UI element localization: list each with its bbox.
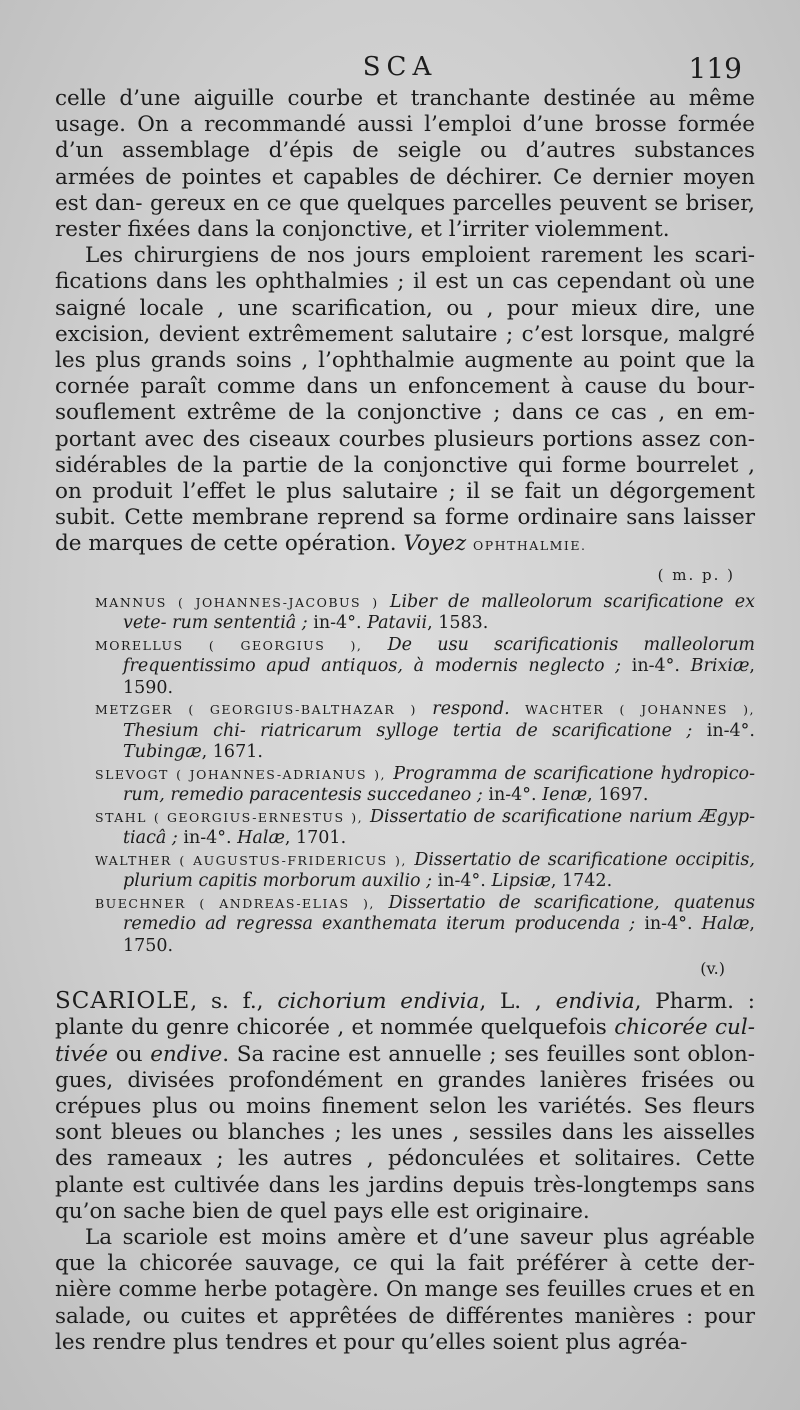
- bibliography-list: [55, 592, 755, 958]
- bib-year: , 1583.: [427, 613, 489, 634]
- bib-author: MORELLUS: [95, 637, 184, 653]
- bib-entry-morellus: [95, 635, 755, 700]
- paragraph-2: [55, 243, 755, 559]
- article-scariole-paragraph-2: La scariole est moins amère et d’une saveur plus agréable que la chicorée sauvage, ce qui la fait préférer à cette der- nière comme herbe potagère. On mange ses feuilles crues et en salade, ou cuites et apprêtées de différentes manières : pour les rendre plus tendres et pour qu’elles soient plus agréa-: [55, 1224, 755, 1355]
- line-3: d’un assemblage d’épis de seigle ou d’autres substances armées: [55, 138, 755, 190]
- bib-author-name: ( ANDREAS-ELIAS ),: [199, 895, 375, 911]
- bib-place: Patavii: [367, 613, 428, 634]
- bib-title: Dissertatio de scarificatione narium Ægyp- tiacâ ;: [123, 806, 755, 849]
- bib-place: Tubingæ: [123, 742, 202, 763]
- latin-name: cichorium endivia: [277, 989, 480, 1015]
- bib-entry-mannus: [95, 592, 755, 635]
- voyez-label: Voyez: [403, 531, 467, 557]
- bib-title: Programma de scarificatione hydropico- rum, remedio paracentesis succedaneo ;: [123, 763, 755, 806]
- definition-text-1: plante du genre chicorée , et nommée quelquefois: [55, 1015, 607, 1041]
- bib-author-name: ( JOHANNES-JACOBUS ): [178, 594, 379, 610]
- bib-place: Lipsiæ: [491, 871, 551, 892]
- article-scarification-continued: [55, 86, 755, 1356]
- alt-name-1: chicorée cul- tivée: [55, 1015, 756, 1067]
- bib-entry-slevogt: [95, 764, 755, 807]
- running-head: SCA: [362, 52, 438, 82]
- bib-title: De usu scarificationis malleolorum frequentissimo apud antiquos, à modernis neglecto ;: [123, 634, 755, 677]
- bib-year: , 1742.: [550, 871, 613, 892]
- line-4: de pointes et capables de déchirer. Ce dernier moyen est dan-: [55, 164, 755, 216]
- bib-format: in-4°.: [313, 613, 362, 634]
- article-scariole: [55, 988, 755, 1225]
- bib-format: in-4°.: [488, 785, 537, 806]
- pharm-name: endivia: [555, 989, 635, 1015]
- bib-author: MANNUS: [95, 594, 167, 610]
- bib-year: , 1750.: [123, 914, 755, 956]
- bibliography-signature: (v.): [700, 959, 725, 979]
- bib-entry-stahl: [95, 807, 755, 850]
- bib-year: , 1671.: [201, 742, 263, 763]
- headword-scariole: SCARIOLE: [55, 988, 191, 1015]
- paragraph-2-text: Les chirurgiens de nos jours emploient rarement les scari- fications dans les ophthalmies ; il est un cas cependant où une saigné locale , une scarification, ou , pour mieux dire, une excision, devient extrêmement salutaire ; c’est lorsque, malgré les plus grands soins , l’ophthalmie augmente au point que la cornée paraît comme dans un enfoncement à cause du bour- souflement extrême de la conjonctive ; dans ce cas , en em- portant avec des ciseaux courbes plusieurs portions assez con- sidérables de la partie de la conjonctive qui forme bourrelet , on produit l’effet le plus salutaire ; il se fait un dégorgement subit. Cette membrane reprend sa forme ordinaire sans laisser de marques de cette opération.: [55, 243, 755, 557]
- bib-year: , 1697.: [587, 785, 649, 806]
- paragraph-1: [55, 86, 755, 243]
- bib-year: , 1590.: [123, 656, 755, 698]
- bib-place: Ienæ: [542, 785, 588, 806]
- bib-entry-walther: [95, 850, 755, 893]
- bib-author: WALTHER: [95, 852, 172, 868]
- pharm-label: , Pharm. :: [634, 989, 755, 1015]
- line-1: celle d’une aiguille courbe et tranchante destinée au même: [55, 86, 755, 111]
- grammar-label: , s. f.,: [190, 989, 264, 1015]
- page-header: [50, 52, 750, 86]
- bib-format: in-4°.: [706, 720, 755, 741]
- definition-text-3: . Sa racine est annuelle ; ses feuilles sont oblon- gues, divisées profondément en grandes lanières frisées ou crépues plus ou moins finement selon les variétés. Ses fleurs sont bleues ou blanches ; les unes , sessiles dans les aisselles des rameaux ; les autres , pédonculées et solitaires. Cette plante est cultivée dans les jardins depuis très-longtemps sans qu’on sache bien de quel pays elle est originaire.: [55, 1041, 755, 1224]
- bib-year: , 1701.: [284, 828, 347, 849]
- bib-format: in-4°.: [631, 656, 680, 677]
- bib-second-author-name: ( JOHANNES ),: [619, 702, 755, 718]
- page-number: 119: [688, 52, 742, 85]
- bib-entry-buechner: [95, 893, 755, 958]
- bib-second-author: WACHTER: [525, 702, 605, 718]
- linnaeus-label: , L. ,: [479, 989, 542, 1015]
- bib-entry-metzger: [95, 699, 755, 764]
- line-6: fixées dans la conjonctive, et l’irriter violemment.: [127, 217, 670, 243]
- bib-title: Dissertatio de scarificatione occipitis, plurium capitis morborum auxilio ;: [123, 849, 755, 892]
- bib-format: in-4°.: [644, 914, 693, 935]
- crossref-ophthalmie: OPHTHALMIE.: [473, 538, 587, 554]
- bib-place: Halæ: [237, 828, 285, 849]
- bib-title: Liber de malleolorum scarificatione ex vete- rum sententiâ ;: [123, 591, 755, 634]
- bib-author-name: ( GEORGIUS ),: [208, 637, 363, 653]
- bib-title: Dissertatio de scarificatione, quatenus remedio ad regressa exanthemata iterum producenda ;: [123, 892, 755, 935]
- bib-author: BUECHNER: [95, 895, 186, 911]
- bib-place: Brixiæ: [690, 656, 750, 677]
- bib-author: STAHL: [95, 809, 147, 825]
- bib-author-name: ( JOHANNES-ADRIANUS ),: [176, 766, 387, 782]
- line-2: usage. On a recommandé aussi l’emploi d’une brosse formée: [55, 112, 755, 138]
- bib-place: Halæ: [701, 914, 750, 935]
- alt-name-2: endive: [150, 1041, 223, 1067]
- author-signature: ( m. p. ): [657, 565, 735, 584]
- bib-respond: respond.: [432, 699, 510, 720]
- bib-format: in-4°.: [183, 828, 232, 849]
- line-5: gereux en ce que quelques parcelles peuvent se briser, rester: [55, 190, 755, 243]
- bib-title: Thesium chi- riatricarum sylloge tertia de scarificatione ;: [123, 720, 693, 741]
- definition-text-2: ou: [115, 1041, 143, 1067]
- bib-author-name: ( AUGUSTUS-FRIDERICUS ),: [179, 852, 407, 868]
- bib-author: METZGER: [95, 702, 173, 718]
- bib-author-name: ( GEORGIUS-ERNESTUS ),: [153, 809, 364, 825]
- bib-author-name: ( GEORGIUS-BALTHAZAR ): [188, 702, 417, 718]
- bib-author: SLEVOGT: [95, 766, 169, 782]
- bib-format: in-4°.: [437, 871, 486, 892]
